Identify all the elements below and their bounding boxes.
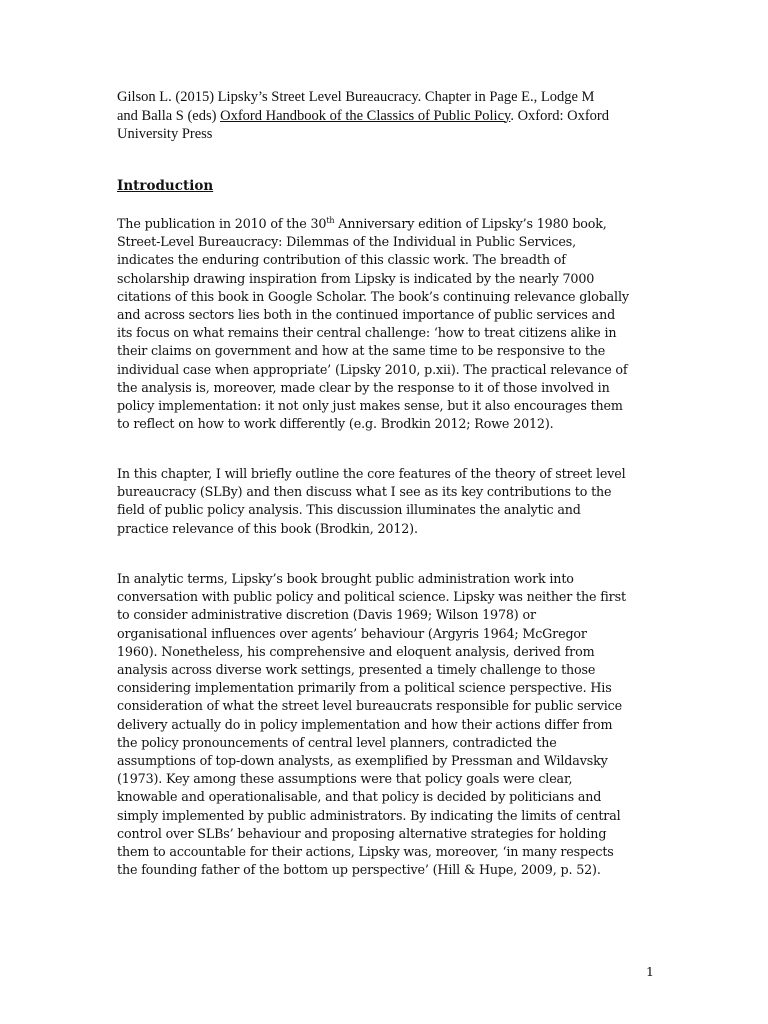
paragraph-line: simply implemented by public administrators. By indicating the limits of central xyxy=(117,807,621,823)
paragraph-line: bureaucracy (SLBy) and then discuss what I see as its key contributions to the xyxy=(117,484,612,500)
paragraph-line: considering implementation primarily from a political science perspective. His xyxy=(117,680,612,696)
citation-line-1: Gilson L. (2015) Lipsky’s Street Level Bureaucracy. Chapter in Page E., Lodge M xyxy=(117,89,595,105)
paragraph-line: consideration of what the street level bureaucrats responsible for public service xyxy=(117,698,622,714)
citation-line-2-post: . Oxford: Oxford xyxy=(510,107,609,124)
ordinal-superscript: th xyxy=(326,216,335,225)
section-heading: Introduction xyxy=(117,178,214,194)
paragraph-line: the founding father of the bottom up perspective’ (Hill & Hupe, 2009, p. 52). xyxy=(117,862,601,878)
paragraph-line: 1960). Nonetheless, his comprehensive and eloquent analysis, derived from xyxy=(117,643,595,659)
paragraph-line: In analytic terms, Lipsky’s book brought public administration work into xyxy=(117,571,574,586)
handbook-title: Oxford Handbook of the Classics of Public Policy xyxy=(220,107,511,124)
paragraph-1 xyxy=(117,215,662,433)
paragraph-line: to reflect on how to work differently (e.g. Brodkin 2012; Rowe 2012). xyxy=(117,416,554,432)
paragraph-line: policy implementation: it not only just makes sense, but it also encourages them xyxy=(117,398,623,414)
citation-block xyxy=(117,88,657,144)
first-line-post: Anniversary edition of Lipsky’s 1980 book, xyxy=(334,216,607,231)
paragraph-line: them to accountable for their actions, Lipsky was, moreover, ‘in many respects xyxy=(117,844,614,860)
paragraph-line: field of public policy analysis. This discussion illuminates the analytic and xyxy=(117,502,581,518)
paragraph-3 xyxy=(117,570,662,879)
paragraph-line: indicates the enduring contribution of this classic work. The breadth of xyxy=(117,252,566,268)
paragraph-line: delivery actually do in policy implementation and how their actions differ from xyxy=(117,716,613,732)
paragraph-line: scholarship drawing inspiration from Lipsky is indicated by the nearly 7000 xyxy=(117,270,595,286)
citation-line-2-pre: and Balla S (eds) xyxy=(117,107,221,124)
first-line-pre: The publication in 2010 of the 30 xyxy=(117,216,327,231)
paragraph-line: knowable and operationalisable, and that policy is decided by politicians and xyxy=(117,789,602,805)
page-number: 1 xyxy=(646,964,654,979)
paragraph-2 xyxy=(117,465,662,538)
paragraph-line: individual case when appropriate’ (Lipsky 2010, p.xii). The practical relevance of xyxy=(117,361,628,377)
paragraph-line: assumptions of top-down analysts, as exemplified by Pressman and Wildavsky xyxy=(117,753,608,769)
paragraph-line: the policy pronouncements of central level planners, contradicted the xyxy=(117,734,557,750)
paragraph-line: conversation with public policy and political science. Lipsky was neither the first xyxy=(117,589,626,605)
paragraph-line: In this chapter, I will briefly outline the core features of the theory of street level xyxy=(117,466,626,481)
paragraph-line: organisational influences over agents’ behaviour (Argyris 1964; McGregor xyxy=(117,625,587,641)
paragraph-line: to consider administrative discretion (Davis 1969; Wilson 1978) or xyxy=(117,607,536,623)
paragraph-line: practice relevance of this book (Brodkin, 2012). xyxy=(117,520,418,536)
paragraph-line: citations of this book in Google Scholar. The book’s continuing relevance globally xyxy=(117,288,629,304)
paragraph-line xyxy=(117,215,662,233)
paragraph-line: and across sectors lies both in the continued importance of public services and xyxy=(117,307,616,323)
paragraph-line: their claims on government and how at the same time to be responsive to the xyxy=(117,343,606,359)
paragraph-line: control over SLBs’ behaviour and proposing alternative strategies for holding xyxy=(117,825,607,841)
paragraph-line: the analysis is, moreover, made clear by the response to it of those involved in xyxy=(117,379,610,395)
paragraph-line: (1973). Key among these assumptions were that policy goals were clear, xyxy=(117,771,573,787)
citation-line-3: University Press xyxy=(117,126,213,142)
paragraph-line: Street-Level Bureaucracy: Dilemmas of the Individual in Public Services, xyxy=(117,234,576,250)
paragraph-line: analysis across diverse work settings, presented a timely challenge to those xyxy=(117,662,596,678)
paragraph-line: its focus on what remains their central challenge: ‘how to treat citizens alike in xyxy=(117,325,617,341)
